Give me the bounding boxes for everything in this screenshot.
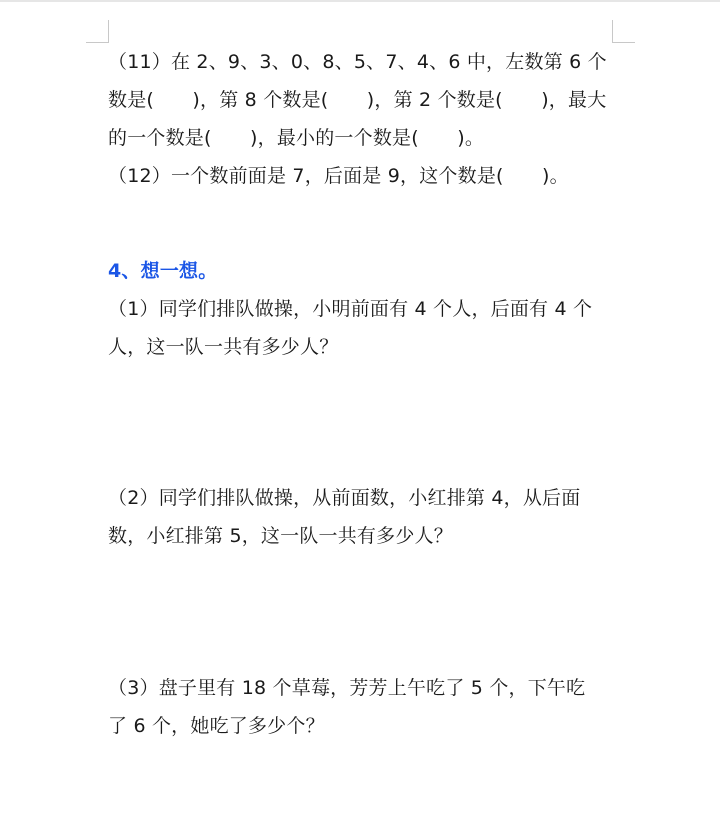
crop-mark-left — [86, 20, 109, 43]
section-4-question-2-line-1: （2）同学们排队做操，从前面数，小红排第 4，从后面 — [108, 487, 581, 509]
section-4-question-1-line-1: （1）同学们排队做操，小明前面有 4 个人，后面有 4 个 — [108, 298, 593, 320]
section-4-question-1-line-2: 人，这一队一共有多少人？ — [108, 336, 339, 358]
section-4-question-3-line-1: （3）盘子里有 18 个草莓，芳芳上午吃了 5 个，下午吃 — [108, 677, 586, 699]
question-11-line-3: 的一个数是( )，最小的一个数是( )。 — [108, 127, 485, 149]
question-12-line-1: （12）一个数前面是 7，后面是 9，这个数是( )。 — [108, 165, 569, 187]
page-top-border — [0, 0, 720, 2]
section-4-question-2-line-2: 数，小红排第 5，这一队一共有多少人？ — [108, 525, 453, 547]
section-4-heading: 4、想一想。 — [108, 260, 218, 282]
crop-mark-right — [612, 20, 635, 43]
section-4-question-3-line-2: 了 6 个，她吃了多少个？ — [108, 715, 325, 737]
question-11-line-2: 数是( )，第 8 个数是( )，第 2 个数是( )，最大 — [108, 89, 607, 111]
question-11-line-1: （11）在 2、9、3、0、8、5、7、4、6 中，左数第 6 个 — [108, 51, 607, 73]
